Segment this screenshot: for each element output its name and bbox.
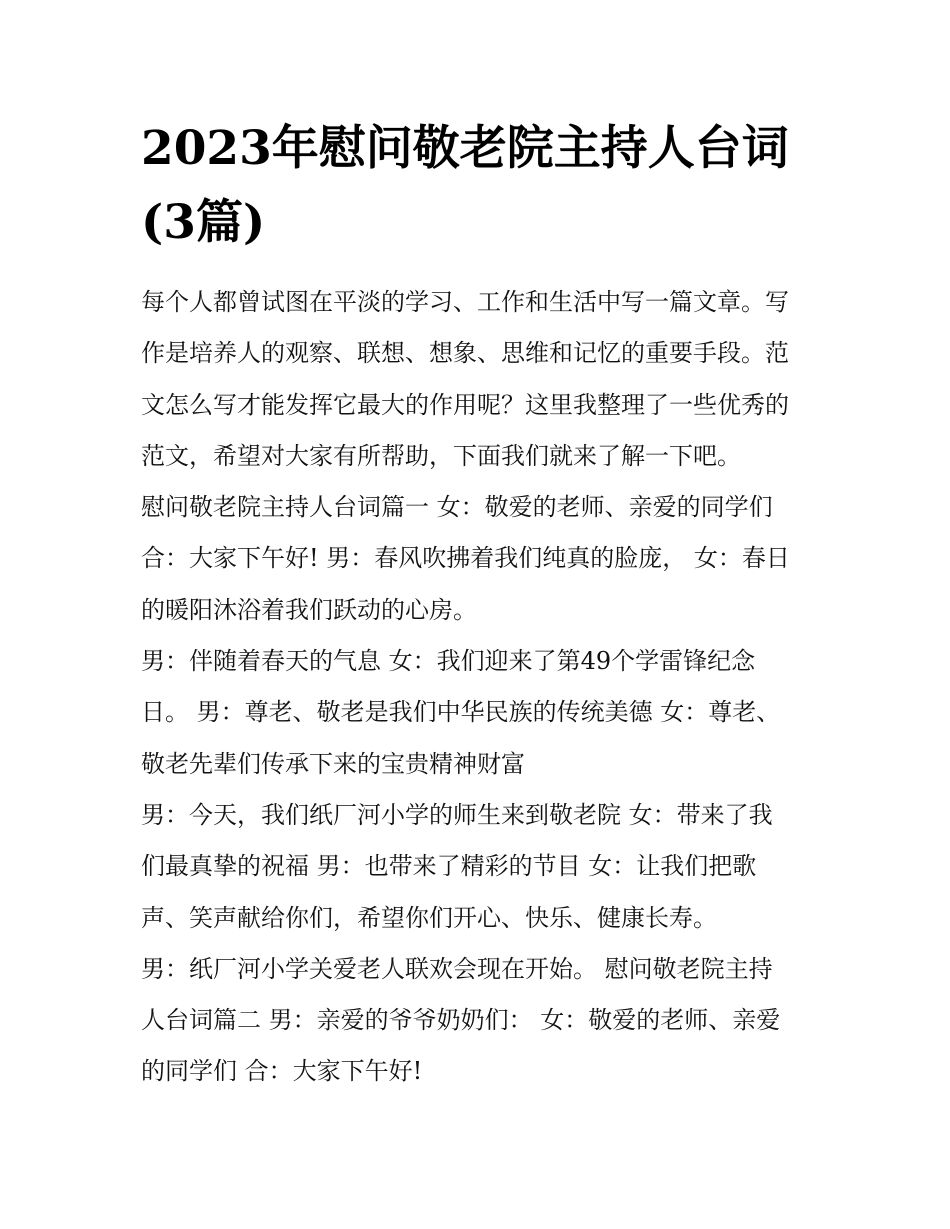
body-line: 人台词篇二 男：亲爱的爷爷奶奶们： 女：敬爱的老师、亲爱 bbox=[141, 1006, 781, 1035]
body-line: 的暖阳沐浴着我们跃动的心房。 bbox=[141, 595, 477, 624]
body-line: 男：伴随着春天的气息 女：我们迎来了第49个学雷锋纪念 bbox=[141, 647, 756, 676]
body-line: 男：纸厂河小学关爱老人联欢会现在开始。 慰问敬老院主持 bbox=[141, 954, 773, 983]
body-line: 作是培养人的观察、联想、想象、思维和记忆的重要手段。范 bbox=[141, 339, 789, 368]
body-line: 日。 男：尊老、敬老是我们中华民族的传统美德 女：尊老、 bbox=[141, 698, 781, 727]
body-line: 范文，希望对大家有所帮助，下面我们就来了解一下吧。 bbox=[141, 441, 741, 470]
body-line: 慰问敬老院主持人台词篇一 女：敬爱的老师、亲爱的同学们 bbox=[141, 493, 773, 522]
body-line: 敬老先辈们传承下来的宝贵精神财富 bbox=[141, 749, 525, 778]
body-line: 男：今天，我们纸厂河小学的师生来到敬老院 女：带来了我 bbox=[141, 800, 773, 829]
body-line: 声、笑声献给你们，希望你们开心、快乐、健康长寿。 bbox=[141, 903, 717, 932]
document-body bbox=[141, 280, 821, 1101]
document-title bbox=[141, 112, 821, 260]
body-line: 每个人都曾试图在平淡的学习、工作和生活中写一篇文章。写 bbox=[141, 288, 789, 316]
title-line: (3篇) bbox=[141, 195, 266, 250]
body-line: 们最真挚的祝福 男：也带来了精彩的节目 女：让我们把歌 bbox=[141, 852, 757, 881]
body-line: 文怎么写才能发挥它最大的作用呢？这里我整理了一些优秀的 bbox=[141, 390, 789, 419]
title-line: 2023年慰问敬老院主持人台词 bbox=[141, 121, 789, 176]
body-line: 合：大家下午好! 男：春风吹拂着我们纯真的脸庞， 女：春日 bbox=[141, 544, 790, 573]
body-line: 的同学们 合：大家下午好! bbox=[141, 1057, 423, 1086]
